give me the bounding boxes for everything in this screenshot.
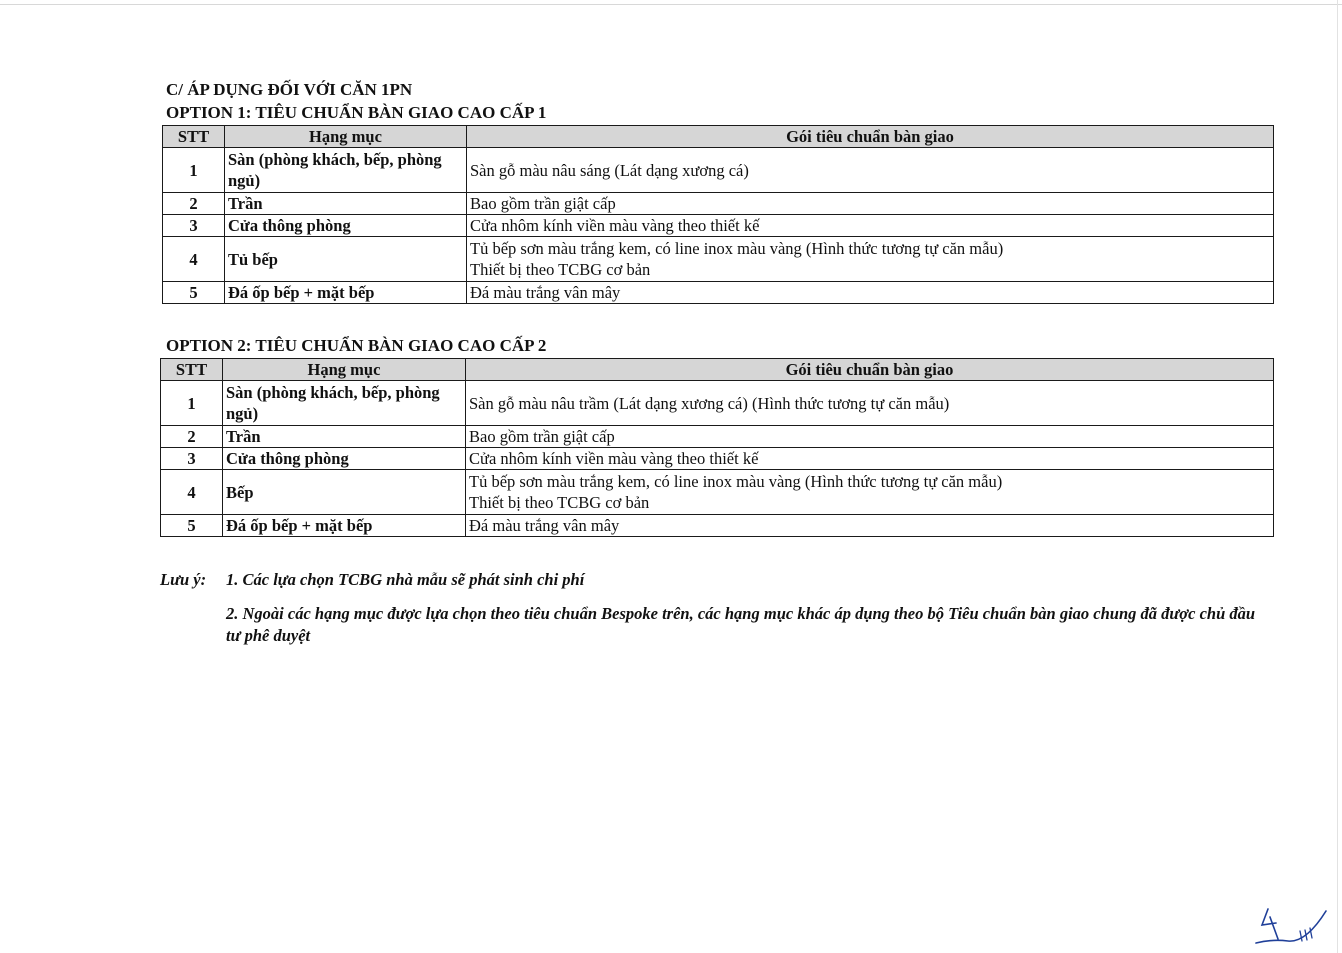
table-row bbox=[161, 426, 1274, 448]
row-package bbox=[467, 282, 1274, 304]
table-row bbox=[161, 381, 1274, 426]
option2-table bbox=[160, 358, 1274, 537]
row-package bbox=[467, 237, 1274, 282]
scan-edge-right bbox=[1337, 0, 1338, 953]
row-package bbox=[466, 381, 1274, 426]
package-line: Cửa nhôm kính viền màu vàng theo thiết kế bbox=[469, 449, 759, 468]
note-item: 2. Ngoài các hạng mục được lựa chọn theo tiêu chuẩn Bespoke trên, các hạng mục khác áp dụng theo bộ Tiêu chuẩn bàn giao chung đã được chủ đầu tư phê duyệt bbox=[226, 604, 1256, 645]
row-item: Tủ bếp bbox=[225, 237, 467, 282]
table-row bbox=[163, 193, 1274, 215]
row-stt: 4 bbox=[163, 237, 225, 282]
option1-table bbox=[162, 125, 1274, 304]
row-item: Cửa thông phòng bbox=[223, 448, 466, 470]
table-row bbox=[163, 148, 1274, 193]
row-stt: 3 bbox=[161, 448, 223, 470]
note-item: 1. Các lựa chọn TCBG nhà mẫu sẽ phát sinh chi phí bbox=[226, 570, 585, 589]
package-line: Bao gồm trần giật cấp bbox=[469, 427, 615, 446]
header-package: Gói tiêu chuẩn bàn giao bbox=[467, 126, 1274, 148]
section-title: C/ ÁP DỤNG ĐỐI VỚI CĂN 1PN bbox=[166, 80, 413, 99]
package-line: Tủ bếp sơn màu trắng kem, có line inox màu vàng (Hình thức tương tự căn mẫu) bbox=[470, 239, 1004, 258]
package-line: Thiết bị theo TCBG cơ bản bbox=[470, 260, 651, 279]
row-item: Sàn (phòng khách, bếp, phòng ngủ) bbox=[223, 381, 466, 426]
table-row bbox=[163, 215, 1274, 237]
table-header-row bbox=[161, 359, 1274, 381]
table-row bbox=[163, 237, 1274, 282]
option2-title: OPTION 2: TIÊU CHUẨN BÀN GIAO CAO CẤP 2 bbox=[166, 336, 547, 355]
header-item: Hạng mục bbox=[223, 359, 466, 381]
package-line: Tủ bếp sơn màu trắng kem, có line inox màu vàng (Hình thức tương tự căn mẫu) bbox=[469, 472, 1003, 491]
row-item: Đá ốp bếp + mặt bếp bbox=[223, 515, 466, 537]
row-item: Trần bbox=[223, 426, 466, 448]
row-item: Sàn (phòng khách, bếp, phòng ngủ) bbox=[225, 148, 467, 193]
row-package bbox=[466, 515, 1274, 537]
package-line: Đá màu trắng vân mây bbox=[470, 283, 621, 302]
package-line: Bao gồm trần giật cấp bbox=[470, 194, 616, 213]
row-package bbox=[467, 148, 1274, 193]
header-stt: STT bbox=[163, 126, 225, 148]
row-stt: 2 bbox=[161, 426, 223, 448]
option1-title: OPTION 1: TIÊU CHUẨN BÀN GIAO CAO CẤP 1 bbox=[166, 103, 547, 122]
package-line: Sàn gỗ màu nâu sáng (Lát dạng xương cá) bbox=[470, 160, 749, 180]
package-line: Đá màu trắng vân mây bbox=[469, 516, 620, 535]
scan-edge-top bbox=[0, 4, 1342, 5]
row-stt: 2 bbox=[163, 193, 225, 215]
row-item: Đá ốp bếp + mặt bếp bbox=[225, 282, 467, 304]
row-stt: 5 bbox=[161, 515, 223, 537]
row-stt: 3 bbox=[163, 215, 225, 237]
signature-initials-icon bbox=[1248, 905, 1328, 949]
notes-label: Lưu ý: bbox=[160, 570, 207, 589]
header-item: Hạng mục bbox=[225, 126, 467, 148]
row-package bbox=[466, 448, 1274, 470]
row-stt: 4 bbox=[161, 470, 223, 515]
row-package bbox=[467, 193, 1274, 215]
table-row bbox=[161, 448, 1274, 470]
table-row bbox=[161, 515, 1274, 537]
header-stt: STT bbox=[161, 359, 223, 381]
row-stt: 5 bbox=[163, 282, 225, 304]
package-line: Cửa nhôm kính viền màu vàng theo thiết kế bbox=[470, 216, 760, 235]
table-row bbox=[161, 470, 1274, 515]
table-header-row bbox=[163, 126, 1274, 148]
row-stt: 1 bbox=[163, 148, 225, 193]
header-package: Gói tiêu chuẩn bàn giao bbox=[466, 359, 1274, 381]
row-stt: 1 bbox=[161, 381, 223, 426]
row-package bbox=[467, 215, 1274, 237]
package-line: Sàn gỗ màu nâu trầm (Lát dạng xương cá) (Hình thức tương tự căn mẫu) bbox=[469, 393, 950, 413]
row-item: Trần bbox=[225, 193, 467, 215]
row-item: Cửa thông phòng bbox=[225, 215, 467, 237]
table-row bbox=[163, 282, 1274, 304]
row-item: Bếp bbox=[223, 470, 466, 515]
package-line: Thiết bị theo TCBG cơ bản bbox=[469, 493, 650, 512]
row-package bbox=[466, 426, 1274, 448]
row-package bbox=[466, 470, 1274, 515]
